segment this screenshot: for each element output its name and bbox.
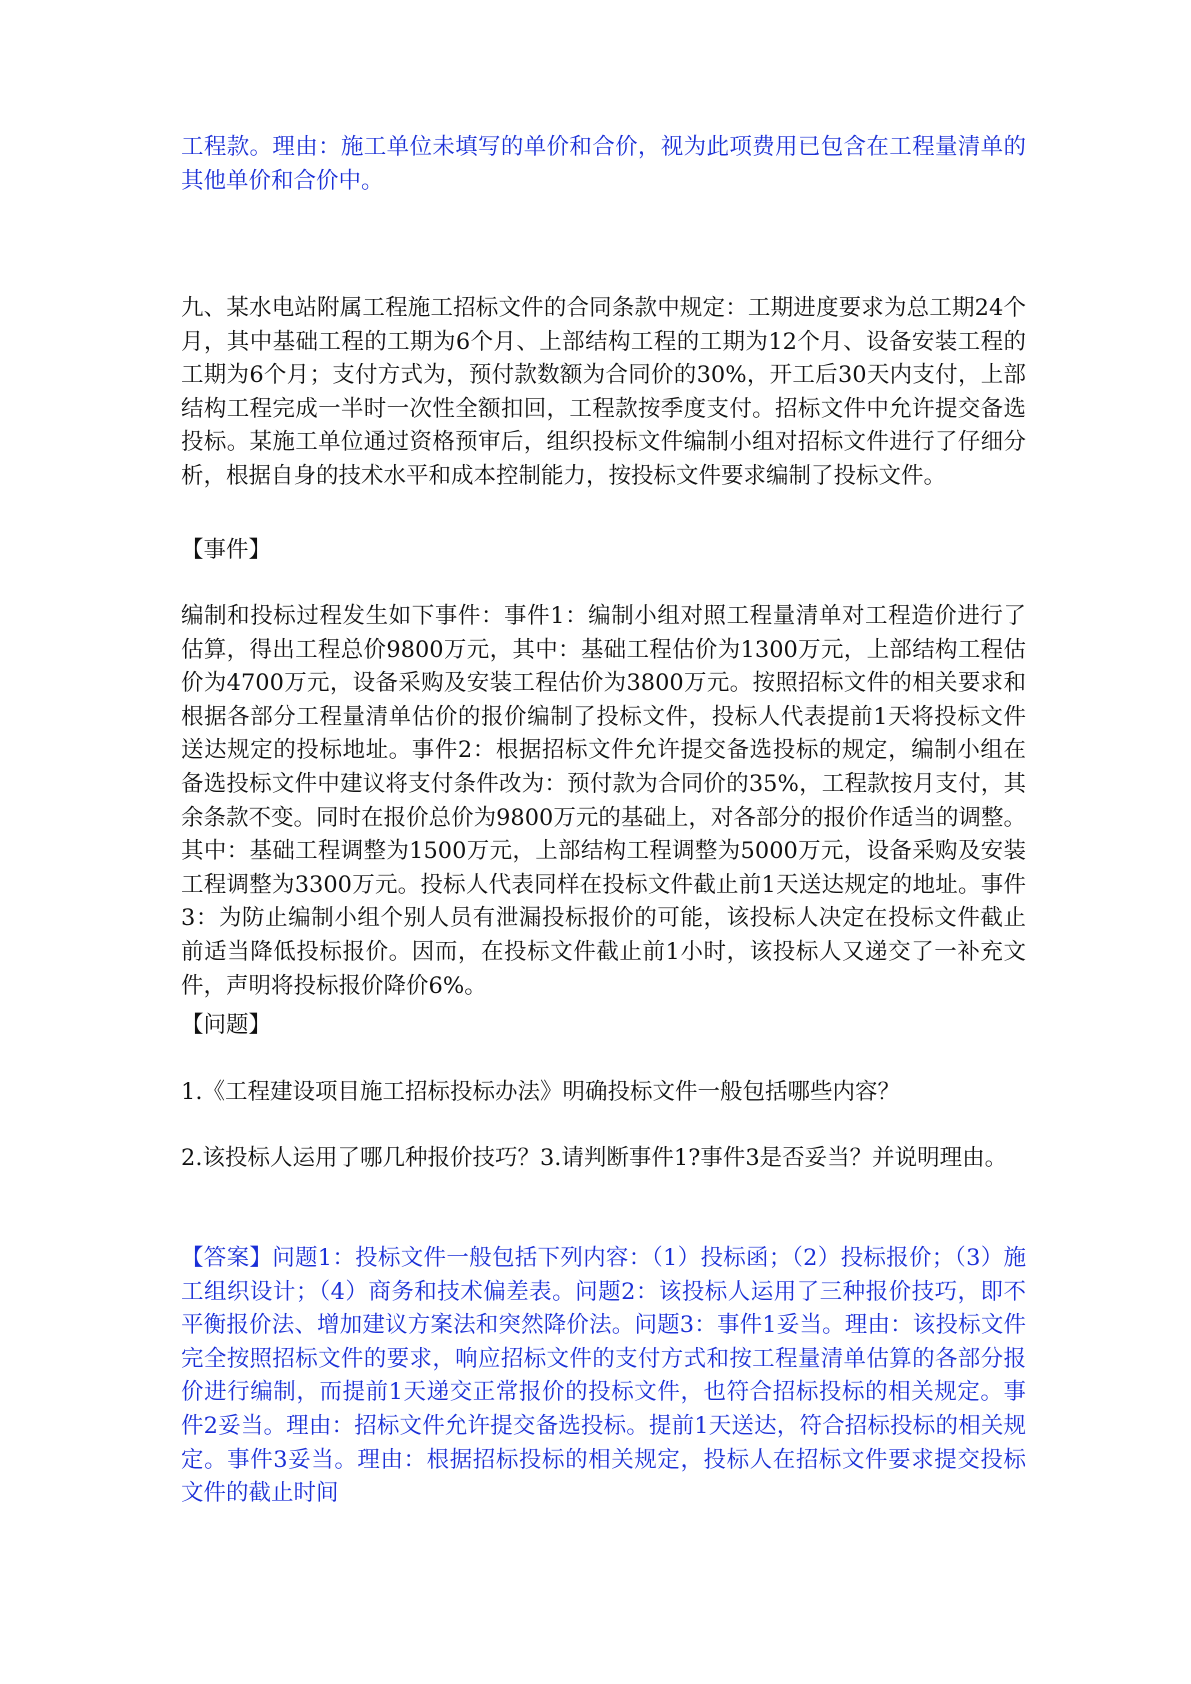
question-2-3: 2.该投标人运用了哪几种报价技巧？3.请判断事件1?事件3是否妥当？并说明理由。 xyxy=(181,1145,1008,1171)
events-heading: 【事件】 xyxy=(181,537,272,563)
answer-text: 问题1：投标文件一般包括下列内容：（1）投标函；（2）投标报价；（3）施工组织设计；（4）商务和技术偏差表。问题2：该投标人运用了三种报价技巧，即不平衡报价法、增加建议方案法和突然降价法。问题3：事件1妥当。理由：该投标文件完全按照招标文件的要求，响应招标文件的支付方式和按工程量清单估算的各部分报价进行编制，而提前1天递交正常报价的投标文件，也符合招标投标的相关规定。事件2妥当。理由：招标文件允许提交备选投标。提前1天送达，符合招标投标的相关规定。事件3妥当。理由：根据招标投标的相关规定，投标人在招标文件要求提交投标文件的截止时间 xyxy=(181,1245,1026,1507)
prev-answer-tail: 工程款。理由：施工单位未填写的单价和合价，视为此项费用已包含在工程量清单的其他单价和合价中。 xyxy=(181,134,1026,194)
answer-label: 【答案】 xyxy=(181,1245,273,1271)
question-1: 1.《工程建设项目施工招标投标办法》明确投标文件一般包括哪些内容？ xyxy=(181,1079,900,1105)
questions-heading: 【问题】 xyxy=(181,1012,272,1038)
question-stem: 九、某水电站附属工程施工招标文件的合同条款中规定：工期进度要求为总工期24个月，其中基础工程的工期为6个月、上部结构工程的工期为12个月、设备安装工程的工期为6个月；支付方式为，预付款数额为合同价的30%，开工后30天内支付，上部结构工程完成一半时一次性全额扣回，工程款按季度支付。招标文件中允许提交备选投标。某施工单位通过资格预审后，组织投标文件编制小组对招标文件进行了仔细分析，根据自身的技术水平和成本控制能力，按投标文件要求编制了投标文件。 xyxy=(181,295,1026,489)
answer-block xyxy=(181,1242,1026,1511)
events-text: 编制和投标过程发生如下事件：事件1：编制小组对照工程量清单对工程造价进行了估算，得出工程总价9800万元，其中：基础工程估价为1300万元，上部结构工程估价为4700万元，设备采购及安装工程估价为3800万元。按照招标文件的相关要求和根据各部分工程量清单估价的报价编制了投标文件，投标人代表提前1天将投标文件送达规定的投标地址。事件2：根据招标文件允许提交备选投标的规定，编制小组在备选投标文件中建议将支付条件改为：预付款为合同价的35%，工程款按月支付，其余条款不变。同时在报价总价为9800万元的基础上，对各部分的报价作适当的调整。其中：基础工程调整为1500万元，上部结构工程调整为5000万元，设备采购及安装工程调整为3300万元。投标人代表同样在投标文件截止前1天送达规定的地址。事件3：为防止编制小组个别人员有泄漏投标报价的可能，该投标人决定在投标文件截止前适当降低投标报价。因而，在投标文件截止前1小时，该投标人又递交了一补充文件，声明将投标报价降价6%。 xyxy=(181,603,1026,999)
